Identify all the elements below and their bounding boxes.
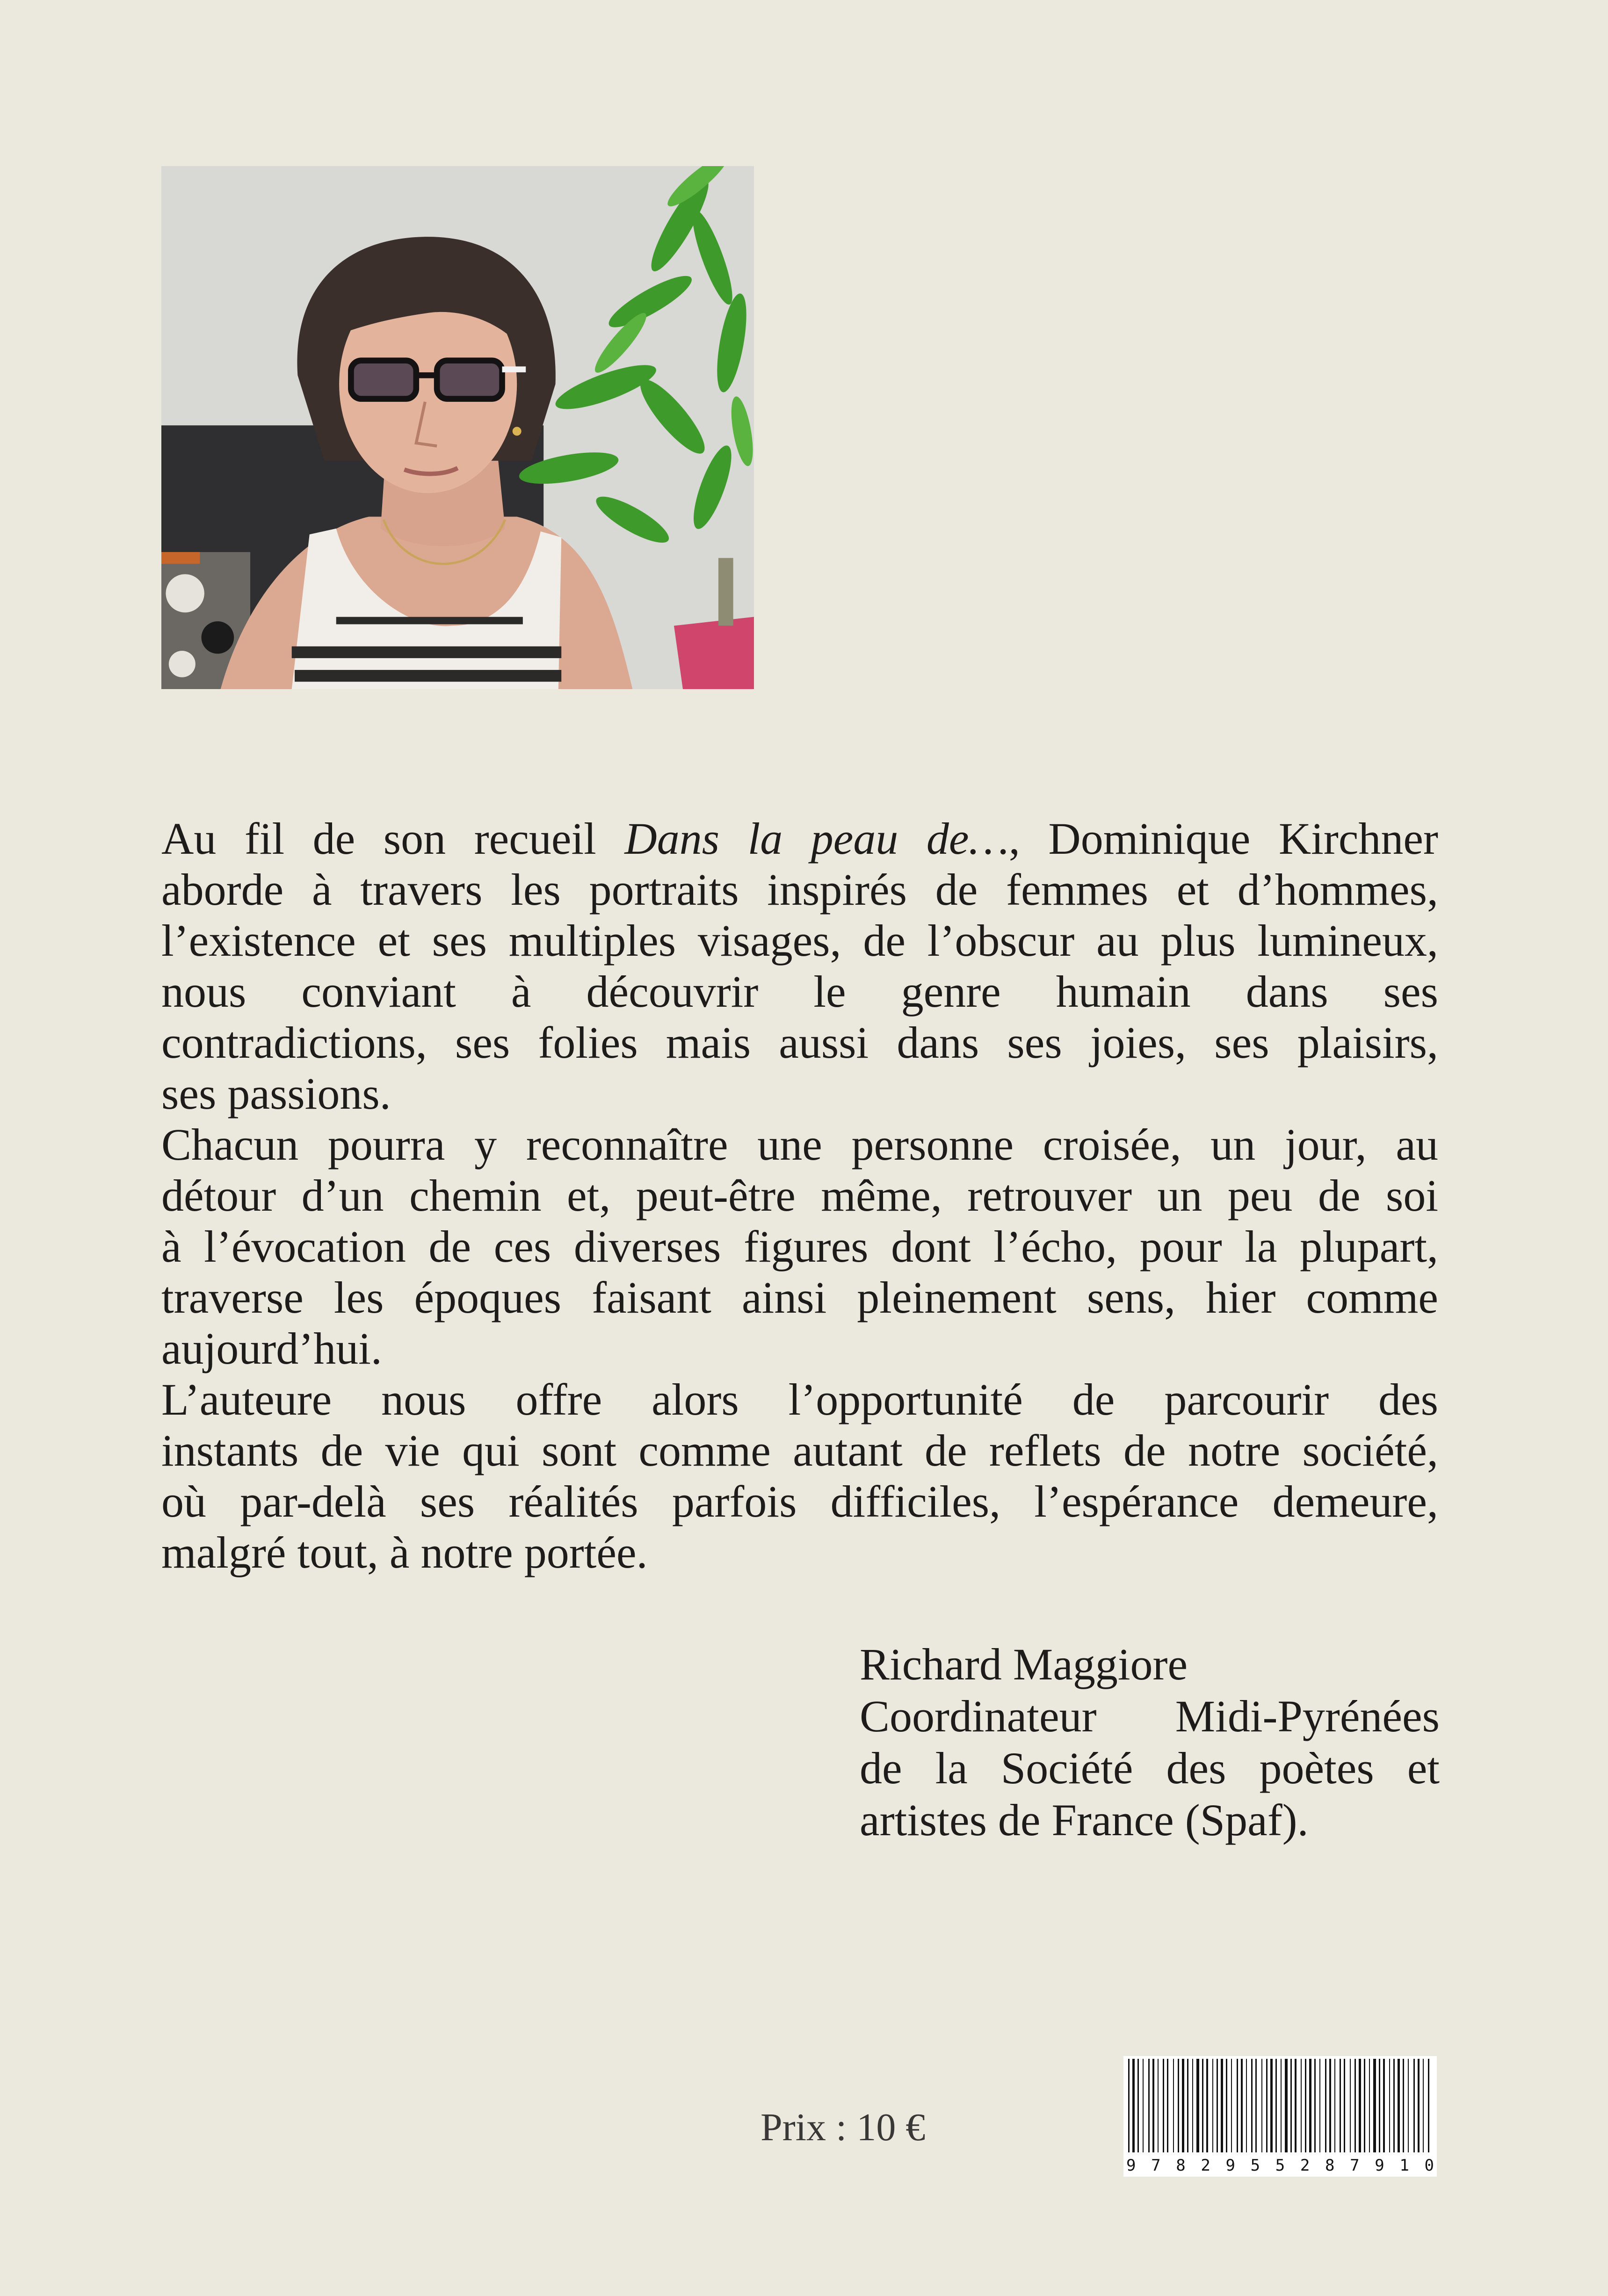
barcode-bar — [1137, 2059, 1139, 2152]
isbn-digit: 9 — [1375, 2156, 1384, 2175]
blurb-line: aujourd’hui. — [161, 1323, 382, 1373]
blurb-line: détour d’un chemin et, peut-être même, retrouver un peu de soi — [161, 1170, 1438, 1221]
isbn-digit: 5 — [1250, 2156, 1260, 2175]
barcode-bar — [1350, 2059, 1351, 2152]
isbn-digit: 9 — [1126, 2156, 1136, 2175]
isbn-digit: 0 — [1424, 2156, 1434, 2175]
barcode-bar — [1158, 2059, 1159, 2152]
barcode-bar — [1428, 2059, 1429, 2152]
price-label: Prix : 10 € — [761, 2106, 926, 2149]
barcode-bar — [1173, 2059, 1174, 2152]
signature-role: Coordinateur Midi-Pyrénées — [860, 1691, 1440, 1741]
blurb-line: traverse les époques faisant ainsi pleinement sens, hier comme — [161, 1272, 1438, 1322]
isbn-digit: 2 — [1300, 2156, 1310, 2175]
barcode-bar — [1167, 2059, 1168, 2152]
isbn-digit: 8 — [1176, 2156, 1186, 2175]
barcode-bars — [1123, 2056, 1437, 2155]
barcode-bar — [1340, 2059, 1341, 2152]
barcode-bar — [1334, 2059, 1335, 2152]
barcode-bar — [1314, 2059, 1316, 2152]
barcode-bar — [1281, 2059, 1282, 2152]
barcode-bar — [1319, 2059, 1320, 2152]
signature-org-line-2: artistes de France (Spaf). — [860, 1795, 1309, 1845]
barcode-bar — [1187, 2059, 1188, 2152]
barcode-bar — [1393, 2059, 1395, 2152]
barcode-bar — [1221, 2059, 1223, 2152]
barcode-bar — [1231, 2059, 1232, 2152]
barcode-bar — [1212, 2059, 1213, 2152]
book-title: Dans la peau de… — [624, 814, 1009, 864]
barcode-bar — [1143, 2059, 1144, 2152]
barcode-bar — [1329, 2059, 1331, 2152]
barcode-bar — [1202, 2059, 1203, 2152]
blurb-line: L’auteure nous offre alors l’opportunité de parcourir des — [161, 1374, 1438, 1424]
isbn-digit: 1 — [1399, 2156, 1409, 2175]
barcode-bar — [1369, 2059, 1370, 2152]
blurb-paragraph-1 — [161, 813, 1438, 1119]
blurb-line: ses passions. — [161, 1068, 391, 1119]
barcode-bar — [1383, 2059, 1385, 2152]
barcode-bar — [1163, 2059, 1164, 2152]
blurb-line: Au fil de son recueil Dans la peau de…, Dominique Kirchner — [161, 814, 1439, 864]
barcode-bar — [1413, 2059, 1415, 2152]
barcode-bar — [1266, 2059, 1268, 2152]
blurb-line: où par-delà ses réalités parfois difficiles, l’espérance demeure, — [161, 1476, 1438, 1526]
barcode-bar — [1354, 2059, 1356, 2152]
barcode-bar — [1182, 2059, 1184, 2152]
blurb-line: contradictions, ses folies mais aussi dans ses joies, ses plaisirs, — [161, 1017, 1438, 1068]
barcode-bar — [1178, 2059, 1179, 2152]
barcode-bar — [1285, 2059, 1288, 2152]
blurb-line: à l’évocation de ces diverses figures dont l’écho, pour la plupart, — [161, 1221, 1438, 1272]
barcode-bar — [1261, 2059, 1262, 2152]
barcode-bar — [1192, 2059, 1193, 2152]
barcode-bar — [1148, 2059, 1150, 2152]
isbn-digit: 5 — [1275, 2156, 1285, 2175]
isbn-digit: 8 — [1325, 2156, 1335, 2175]
blurb-line: aborde à travers les portraits inspirés de femmes et d’hommes, — [161, 865, 1438, 915]
barcode-bar — [1275, 2059, 1277, 2152]
blurb-paragraph-2 — [161, 1119, 1438, 1374]
isbn-digit: 9 — [1225, 2156, 1235, 2175]
author-portrait-image — [161, 166, 754, 689]
barcode-bar — [1359, 2059, 1361, 2152]
barcode-bar — [1364, 2059, 1365, 2152]
isbn-digit: 7 — [1350, 2156, 1360, 2175]
barcode-bar — [1418, 2059, 1420, 2152]
barcode-bar — [1128, 2059, 1130, 2152]
barcode-bar — [1237, 2059, 1238, 2152]
barcode-bar — [1373, 2059, 1376, 2152]
barcode-bar — [1389, 2059, 1390, 2152]
signature-block — [860, 1638, 1440, 1846]
barcode-bar — [1226, 2059, 1227, 2152]
blurb-line: nous conviant à découvrir le genre humain dans ses — [161, 966, 1438, 1017]
blurb-paragraph-3 — [161, 1374, 1438, 1578]
isbn-digit: 7 — [1151, 2156, 1161, 2175]
barcode-bar — [1344, 2059, 1345, 2152]
signature-org-line-1: de la Société des poètes et — [860, 1743, 1440, 1793]
blurb-text — [161, 813, 1438, 1578]
barcode-bar — [1408, 2059, 1409, 2152]
barcode-bar — [1305, 2059, 1306, 2152]
barcode-bar — [1295, 2059, 1297, 2152]
blurb-line: instants de vie qui sont comme autant de reflets de notre société, — [161, 1425, 1438, 1475]
signature-name: Richard Maggiore — [860, 1639, 1188, 1689]
blurb-line: l’existence et ses multiples visages, de l’obscur au plus lumineux, — [161, 915, 1438, 966]
barcode-bar — [1403, 2059, 1404, 2152]
barcode-bar — [1398, 2059, 1400, 2152]
barcode-bar — [1152, 2059, 1154, 2152]
barcode-bar — [1379, 2059, 1380, 2152]
barcode-bar — [1217, 2059, 1218, 2152]
barcode-bar — [1251, 2059, 1253, 2152]
barcode-bar — [1290, 2059, 1292, 2152]
barcode-bar — [1132, 2059, 1135, 2152]
blurb-line: malgré tout, à notre portée. — [161, 1527, 648, 1577]
blurb-line: Chacun pourra y reconnaître une personne croisée, un jour, au — [161, 1119, 1438, 1170]
barcode-bar — [1423, 2059, 1424, 2152]
barcode-bar — [1206, 2059, 1208, 2152]
isbn-digit: 2 — [1201, 2156, 1210, 2175]
barcode-bar — [1301, 2059, 1302, 2152]
author-photo — [161, 166, 754, 689]
barcode-bar — [1246, 2059, 1247, 2152]
isbn-barcode — [1123, 2056, 1437, 2177]
barcode-bar — [1196, 2059, 1199, 2152]
isbn-digits — [1126, 2155, 1434, 2175]
barcode-bar — [1241, 2059, 1243, 2152]
barcode-bar — [1325, 2059, 1326, 2152]
barcode-bar — [1255, 2059, 1257, 2152]
barcode-bar — [1309, 2059, 1311, 2152]
barcode-bar — [1270, 2059, 1273, 2152]
